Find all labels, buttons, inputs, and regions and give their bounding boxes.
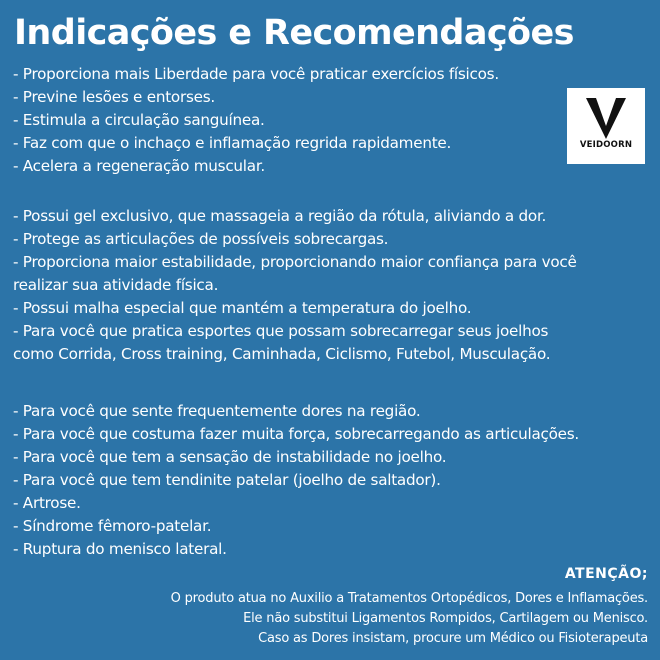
list-item: - Para você que pratica esportes que possam sobrecarregar seus joelhos <box>13 322 549 340</box>
list-item: - Protege as articulações de possíveis sobrecargas. <box>13 230 389 248</box>
disclaimer-line: O produto atua no Auxilio a Tratamentos Ortopédicos, Dores e Inflamações. <box>170 591 648 606</box>
list-item: - Para você que tem a sensação de instabilidade no joelho. <box>13 448 447 466</box>
benefits-list <box>13 63 653 178</box>
list-item: - Faz com que o inchaço e inflamação regrida rapidamente. <box>13 134 452 152</box>
list-item: - Para você que costuma fazer muita força, sobrecarregando as articulações. <box>13 425 579 443</box>
list-item: - Proporciona maior estabilidade, proporcionando maior confiança para você <box>13 253 577 271</box>
list-item: - Possui malha especial que mantém a temperatura do joelho. <box>13 299 472 317</box>
list-item: - Ruptura do menisco lateral. <box>13 540 227 558</box>
list-item: - Proporciona mais Liberdade para você praticar exercícios físicos. <box>13 65 499 83</box>
attention-heading: ATENÇÃO; <box>564 566 648 582</box>
disclaimer-line: Caso as Dores insistam, procure um Médico ou Fisioterapeuta <box>258 631 648 646</box>
list-item: - Previne lesões e entorses. <box>13 88 215 106</box>
list-item: realizar sua atividade física. <box>13 276 219 294</box>
indications-list <box>13 400 653 561</box>
list-item: - Artrose. <box>13 494 81 512</box>
list-item: - Acelera a regeneração muscular. <box>13 157 265 175</box>
list-item: - Para você que sente frequentemente dores na região. <box>13 402 421 420</box>
list-item: - Síndrome fêmoro-patelar. <box>13 517 212 535</box>
list-item: - Possui gel exclusivo, que massageia a região da rótula, aliviando a dor. <box>13 207 547 225</box>
disclaimer-line: Ele não substitui Ligamentos Rompidos, Cartilagem ou Menisco. <box>243 611 648 626</box>
features-list <box>13 205 653 366</box>
list-item: - Estimula a circulação sanguínea. <box>13 111 265 129</box>
list-item: como Corrida, Cross training, Caminhada, Ciclismo, Futebol, Musculação. <box>13 345 551 363</box>
list-item: - Para você que tem tendinite patelar (joelho de saltador). <box>13 471 441 489</box>
page-title: Indicações e Recomendações <box>14 13 574 53</box>
brand-logo-text: VEIDOORN <box>579 140 633 150</box>
